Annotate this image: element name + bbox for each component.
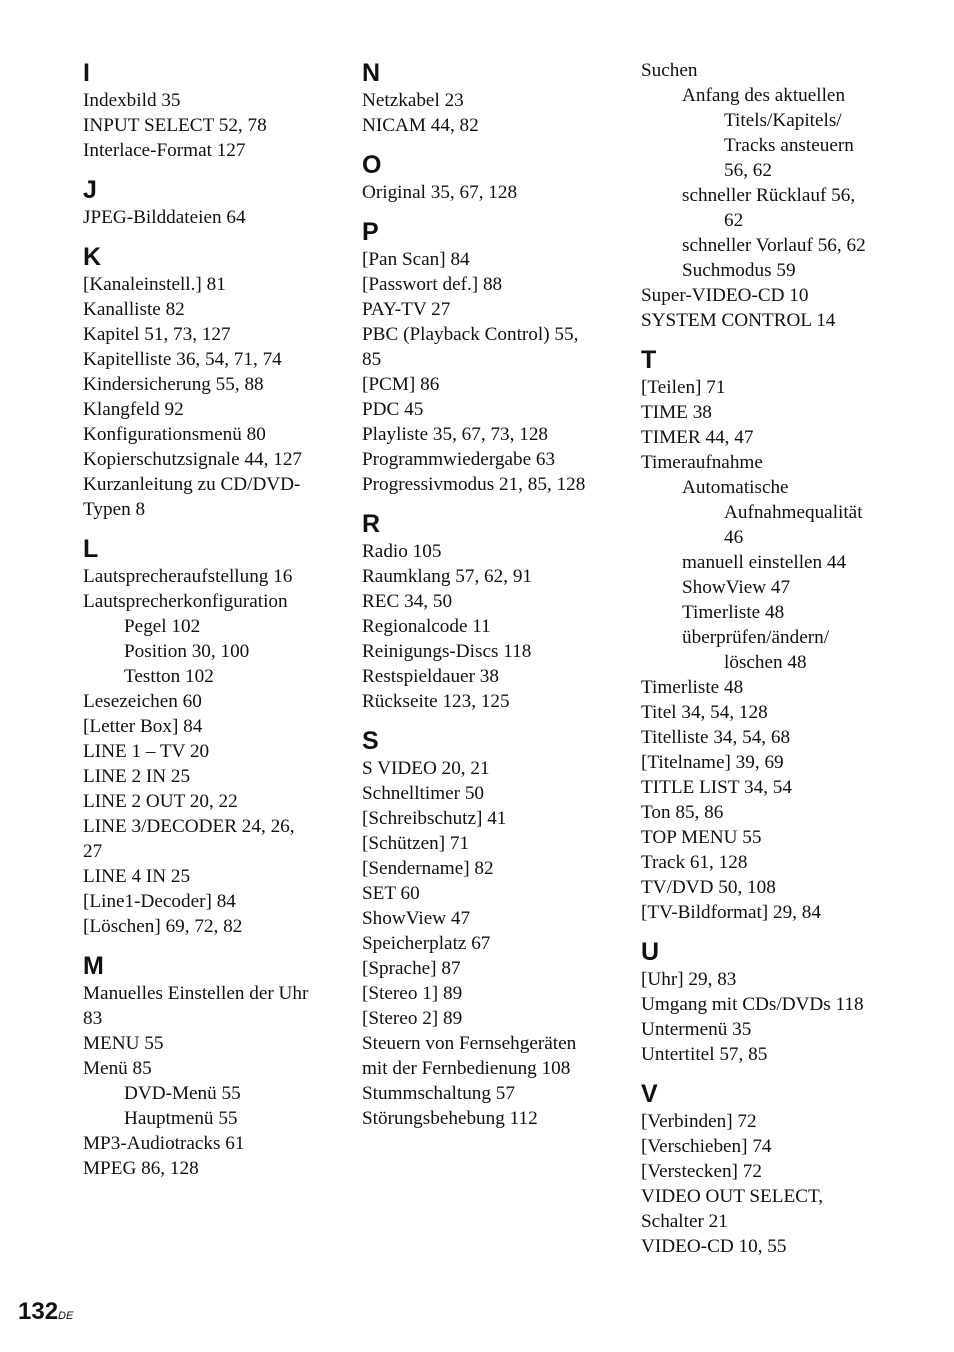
index-entry: PBC (Playback Control) 55, xyxy=(362,324,579,345)
index-entry: TIME 38 xyxy=(641,402,712,423)
index-entry: JPEG-Bilddateien 64 xyxy=(83,207,246,228)
index-entry: Original 35, 67, 128 xyxy=(362,182,518,203)
index-entry: Typen 8 xyxy=(83,499,146,520)
index-entry: [Teilen] 71 xyxy=(641,377,726,398)
index-entry: Störungsbehebung 112 xyxy=(362,1108,538,1129)
index-entry: [Letter Box] 84 xyxy=(83,716,203,737)
index-entry: [Passwort def.] 88 xyxy=(362,274,503,295)
index-entry: [Löschen] 69, 72, 82 xyxy=(83,916,243,937)
index-entry: Interlace-Format 127 xyxy=(83,140,246,161)
section-letter-heading: I xyxy=(83,59,90,87)
index-entry: ShowView 47 xyxy=(362,908,471,929)
index-entry: Timerliste 48 xyxy=(641,677,744,698)
index-entry: NICAM 44, 82 xyxy=(362,115,479,136)
index-entry: Position 30, 100 xyxy=(124,641,250,662)
index-section xyxy=(83,173,343,230)
index-entry: 83 xyxy=(83,1008,103,1029)
index-entry: Aufnahmequalität xyxy=(724,502,863,523)
index-entry: VIDEO-CD 10, 55 xyxy=(641,1236,787,1257)
index-entry: Pegel 102 xyxy=(124,616,201,637)
index-entry: Umgang mit CDs/DVDs 118 xyxy=(641,994,864,1015)
index-entry: [Schreibschutz] 41 xyxy=(362,808,507,829)
index-entry: LINE 4 IN 25 xyxy=(83,866,191,887)
section-letter-heading: U xyxy=(641,938,660,966)
index-entry: [Verstecken] 72 xyxy=(641,1161,762,1182)
index-section xyxy=(362,507,632,714)
index-entry: Suchen xyxy=(641,60,698,81)
index-section xyxy=(83,949,343,1181)
index-entry: Indexbild 35 xyxy=(83,90,181,111)
index-entry: Reinigungs-Discs 118 xyxy=(362,641,532,662)
section-letter-heading: T xyxy=(641,346,657,374)
index-entry: überprüfen/ändern/ xyxy=(682,627,830,648)
index-entry: [PCM] 86 xyxy=(362,374,440,395)
index-entry: [Kanaleinstell.] 81 xyxy=(83,274,226,295)
index-entry: Lesezeichen 60 xyxy=(83,691,202,712)
index-section xyxy=(641,343,941,925)
index-entry: Radio 105 xyxy=(362,541,442,562)
index-section xyxy=(83,56,343,163)
index-entry: Steuern von Fernsehgeräten xyxy=(362,1033,577,1054)
index-section xyxy=(362,56,632,138)
section-letter-heading: K xyxy=(83,243,102,271)
index-entry: [Sendername] 82 xyxy=(362,858,494,879)
index-entry: schneller Vorlauf 56, 62 xyxy=(682,235,866,256)
index-entry: Tracks ansteuern xyxy=(724,135,854,156)
index-entry: Regionalcode 11 xyxy=(362,616,491,637)
section-letter-heading: J xyxy=(83,176,97,204)
index-entry: Kurzanleitung zu CD/DVD- xyxy=(83,474,301,495)
index-entry: Hauptmenü 55 xyxy=(124,1108,238,1129)
index-entry: Klangfeld 92 xyxy=(83,399,184,420)
index-entry: Ton 85, 86 xyxy=(641,802,724,823)
index-entry: Testton 102 xyxy=(124,666,214,687)
index-entry: Stummschaltung 57 xyxy=(362,1083,515,1104)
index-entry: löschen 48 xyxy=(724,652,807,673)
index-entry: PAY-TV 27 xyxy=(362,299,451,320)
index-entry: Kapitelliste 36, 54, 71, 74 xyxy=(83,349,282,370)
index-entry: Anfang des aktuellen xyxy=(682,85,846,106)
index-entry: Suchmodus 59 xyxy=(682,260,796,281)
index-entry: [Pan Scan] 84 xyxy=(362,249,470,270)
index-entry: 46 xyxy=(724,527,744,548)
index-entry: PDC 45 xyxy=(362,399,424,420)
index-entry: ShowView 47 xyxy=(682,577,791,598)
index-entry: INPUT SELECT 52, 78 xyxy=(83,115,267,136)
index-entry: [TV-Bildformat] 29, 84 xyxy=(641,902,821,923)
index-entry: Netzkabel 23 xyxy=(362,90,464,111)
index-entry: Kopierschutzsignale 44, 127 xyxy=(83,449,303,470)
index-entry: Schalter 21 xyxy=(641,1211,728,1232)
page-number: 132 xyxy=(18,1298,59,1325)
index-entry: Untermenü 35 xyxy=(641,1019,752,1040)
index-entry: [Sprache] 87 xyxy=(362,958,461,979)
index-entry: LINE 2 OUT 20, 22 xyxy=(83,791,238,812)
index-section xyxy=(362,724,632,1131)
index-entry: Automatische xyxy=(682,477,789,498)
index-entry: LINE 1 – TV 20 xyxy=(83,741,210,762)
index-section xyxy=(641,1077,941,1259)
index-entry: DVD-Menü 55 xyxy=(124,1083,241,1104)
section-letter-heading: L xyxy=(83,535,99,563)
index-column-3 xyxy=(641,58,941,1269)
index-entry: LINE 3/DECODER 24, 26, xyxy=(83,816,295,837)
index-entry: Raumklang 57, 62, 91 xyxy=(362,566,533,587)
section-letter-heading: M xyxy=(83,952,104,980)
index-entry: Titel 34, 54, 128 xyxy=(641,702,768,723)
index-entry: Playliste 35, 67, 73, 128 xyxy=(362,424,549,445)
index-entry: manuell einstellen 44 xyxy=(682,552,847,573)
index-entry: REC 34, 50 xyxy=(362,591,453,612)
index-entry: 62 xyxy=(724,210,744,231)
section-letter-heading: P xyxy=(362,218,379,246)
index-entry: Schnelltimer 50 xyxy=(362,783,485,804)
index-entry: [Line1-Decoder] 84 xyxy=(83,891,236,912)
index-entry: [Titelname] 39, 69 xyxy=(641,752,784,773)
index-entry: SYSTEM CONTROL 14 xyxy=(641,310,836,331)
index-entry: Speicherplatz 67 xyxy=(362,933,491,954)
index-section xyxy=(83,532,343,939)
index-entry: Kanalliste 82 xyxy=(83,299,185,320)
index-entry: Menü 85 xyxy=(83,1058,152,1079)
index-entry: Progressivmodus 21, 85, 128 xyxy=(362,474,586,495)
index-section xyxy=(641,935,941,1067)
index-section xyxy=(83,240,343,522)
index-entry: schneller Rücklauf 56, xyxy=(682,185,856,206)
index-entry: Timeraufnahme xyxy=(641,452,763,473)
index-entry: Kapitel 51, 73, 127 xyxy=(83,324,231,345)
index-entry: [Verbinden] 72 xyxy=(641,1111,757,1132)
index-entry: Programmwiedergabe 63 xyxy=(362,449,556,470)
index-entry: SET 60 xyxy=(362,883,420,904)
section-letter-heading: O xyxy=(362,151,382,179)
index-entry: Manuelles Einstellen der Uhr xyxy=(83,983,309,1004)
index-entry: TITLE LIST 34, 54 xyxy=(641,777,792,798)
index-entry: Lautsprecheraufstellung 16 xyxy=(83,566,293,587)
index-entry: [Uhr] 29, 83 xyxy=(641,969,737,990)
index-entry: Titels/Kapitels/ xyxy=(724,110,842,131)
index-entry: Titelliste 34, 54, 68 xyxy=(641,727,791,748)
section-letter-heading: V xyxy=(641,1080,658,1108)
index-entry: Konfigurationsmenü 80 xyxy=(83,424,266,445)
index-entry: TIMER 44, 47 xyxy=(641,427,754,448)
index-entry: Kindersicherung 55, 88 xyxy=(83,374,264,395)
index-entry: [Stereo 2] 89 xyxy=(362,1008,463,1029)
index-entry: 85 xyxy=(362,349,382,370)
section-letter-heading: R xyxy=(362,510,381,538)
index-entry: Rückseite 123, 125 xyxy=(362,691,510,712)
index-entry: Lautsprecherkonfiguration xyxy=(83,591,288,612)
index-section xyxy=(641,58,941,333)
index-section xyxy=(362,215,632,497)
index-entry: 56, 62 xyxy=(724,160,772,181)
page-footer xyxy=(18,1297,73,1327)
index-entry: Track 61, 128 xyxy=(641,852,748,873)
index-entry: 27 xyxy=(83,841,103,862)
index-entry: Timerliste 48 xyxy=(682,602,785,623)
index-entry: VIDEO OUT SELECT, xyxy=(641,1186,824,1207)
index-entry: TV/DVD 50, 108 xyxy=(641,877,776,898)
index-entry: [Verschieben] 74 xyxy=(641,1136,772,1157)
index-entry: MPEG 86, 128 xyxy=(83,1158,199,1179)
section-letter-heading: N xyxy=(362,59,381,87)
index-entry: MENU 55 xyxy=(83,1033,164,1054)
page-language-suffix: DE xyxy=(58,1310,74,1322)
index-entry: [Schützen] 71 xyxy=(362,833,470,854)
index-entry: TOP MENU 55 xyxy=(641,827,762,848)
index-entry: S VIDEO 20, 21 xyxy=(362,758,490,779)
index-entry: Restspieldauer 38 xyxy=(362,666,499,687)
index-column-2 xyxy=(362,56,632,1141)
index-entry: mit der Fernbedienung 108 xyxy=(362,1058,571,1079)
index-entry: Untertitel 57, 85 xyxy=(641,1044,768,1065)
section-letter-heading: S xyxy=(362,727,379,755)
index-section xyxy=(362,148,632,205)
index-entry: MP3-Audiotracks 61 xyxy=(83,1133,245,1154)
index-entry: LINE 2 IN 25 xyxy=(83,766,191,787)
index-entry: [Stereo 1] 89 xyxy=(362,983,463,1004)
index-entry: Super-VIDEO-CD 10 xyxy=(641,285,809,306)
index-column-1 xyxy=(83,56,343,1191)
